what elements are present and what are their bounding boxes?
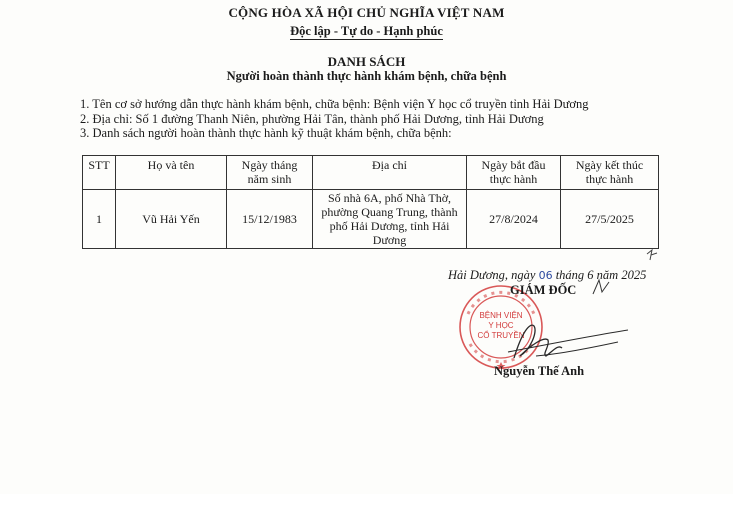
director-title: GIÁM ĐỐC (510, 283, 577, 297)
date-day: 06 (538, 269, 553, 282)
header-stt: STT (83, 156, 116, 190)
document-title: DANH SÁCH (327, 54, 406, 69)
table-row (83, 190, 659, 249)
cell-start-date: 27/8/2024 (467, 190, 561, 249)
cell-stt: 1 (83, 190, 116, 249)
header-start-date: Ngày bắt đầu thực hành (467, 156, 561, 190)
document-subtitle: Người hoàn thành thực hành khám bệnh, chữa bệnh (226, 69, 507, 83)
date-prefix: Hải Dương, ngày (448, 268, 536, 282)
margin-mark-icon (645, 246, 659, 262)
header-address: Địa chỉ (313, 156, 467, 190)
cell-end-date: 27/5/2025 (561, 190, 659, 249)
info-list-intro: 3. Danh sách người hoàn thành thực hành kỹ thuật khám bệnh, chữa bệnh: (80, 126, 452, 140)
date-suffix: tháng 6 năm 2025 (555, 268, 647, 282)
national-motto (0, 24, 733, 39)
signer-name: Nguyễn Thế Anh (494, 364, 585, 378)
handwritten-signature-icon (500, 312, 630, 370)
cell-address: Số nhà 6A, phố Nhà Thờ, phường Quang Trung, thành phố Hải Dương, tỉnh Hải Dương (313, 190, 467, 249)
cell-dob: 15/12/1983 (227, 190, 313, 249)
table-header-row (83, 156, 659, 190)
info-facility: 1. Tên cơ sở hướng dẫn thực hành khám bệnh, chữa bệnh: Bệnh viện Y học cổ truyền tỉnh Hải Dương (80, 97, 589, 111)
header-end-date: Ngày kết thúc thực hành (561, 156, 659, 190)
seal-text-line2: Y HỌC (488, 321, 514, 330)
page-bottom-margin (0, 494, 733, 517)
practitioner-table (82, 155, 659, 249)
motto-text: Độc lập - Tự do - Hạnh phúc (290, 24, 443, 38)
national-title: CỘNG HÒA XÃ HỘI CHỦ NGHĨA VIỆT NAM (228, 5, 505, 20)
signing-date (448, 268, 646, 283)
cell-name: Vũ Hải Yến (116, 190, 227, 249)
initial-mark-icon (590, 276, 612, 298)
seal-text-line3: CỔ TRUYỀN (477, 331, 525, 340)
info-address: 2. Địa chỉ: Số 1 đường Thanh Niên, phường Hải Tân, thành phố Hải Dương, tỉnh Hải Dương (80, 112, 544, 126)
header-dob: Ngày tháng năm sinh (227, 156, 313, 190)
seal-text-line1: BỆNH VIỆN (479, 311, 523, 320)
header-name: Họ và tên (116, 156, 227, 190)
